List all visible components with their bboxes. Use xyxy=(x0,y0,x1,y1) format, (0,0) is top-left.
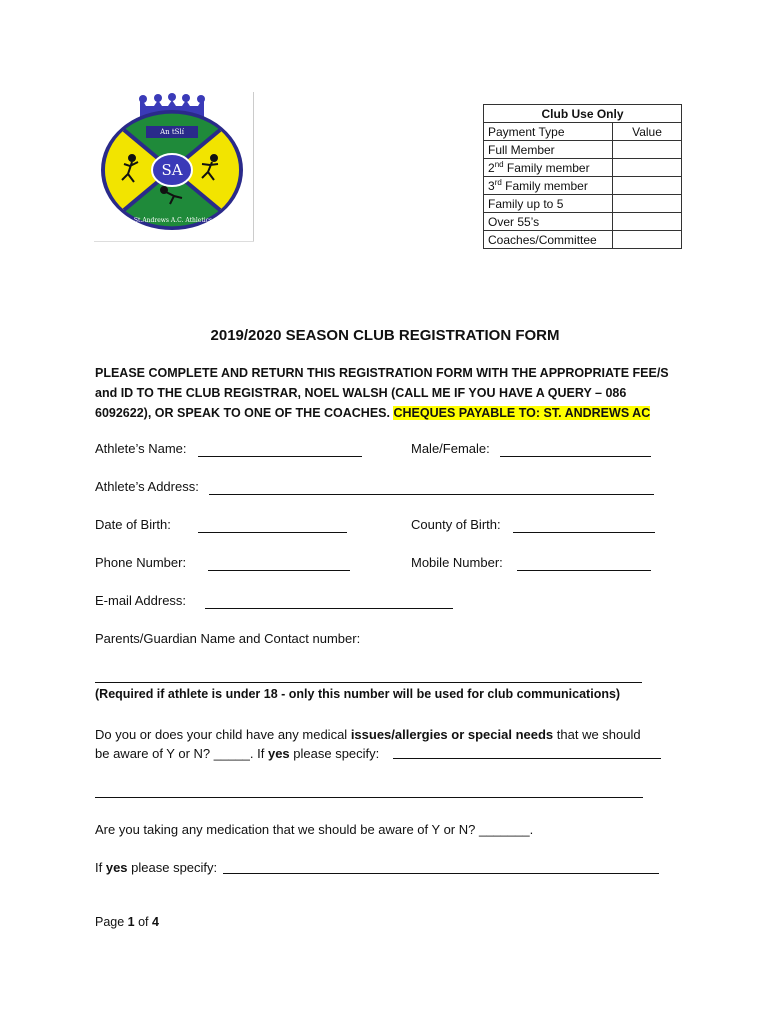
instructions-text: PLEASE COMPLETE AND RETURN THIS REGISTRATION FORM WITH THE APPROPRIATE FEE/S and ID TO THE CLUB REGISTRAR, NOEL WALSH (CALL ME IF YOU HAVE A QUERY – 086 6092622), OR SPEAK TO ONE OF THE COACHES. xyxy=(95,366,669,420)
value-cell[interactable] xyxy=(613,195,682,213)
gender-field[interactable] xyxy=(500,456,651,457)
club-use-table xyxy=(483,104,682,249)
row-label: 3 xyxy=(488,179,495,193)
value-cell[interactable] xyxy=(613,159,682,177)
table-row xyxy=(484,213,682,231)
yes-emphasis: yes xyxy=(105,860,128,875)
table-row xyxy=(484,177,682,195)
phone-field[interactable] xyxy=(208,570,350,571)
guardian-field[interactable] xyxy=(95,682,642,683)
phone-label: Phone Number: xyxy=(95,555,187,570)
col-payment-type: Payment Type xyxy=(484,123,613,141)
table-row xyxy=(484,159,682,177)
page-total: 4 xyxy=(152,915,159,929)
row-label: Full Member xyxy=(488,142,555,157)
medication-question: Are you taking any medication that we should be aware of Y or N? _______. xyxy=(95,822,534,837)
specify-text: please specify: xyxy=(127,860,218,875)
address-field[interactable] xyxy=(209,494,654,495)
row-sup: nd xyxy=(494,160,504,169)
county-label: County of Birth: xyxy=(411,517,501,532)
mobile-label: Mobile Number: xyxy=(411,555,503,570)
email-label: E-mail Address: xyxy=(95,593,187,608)
row-label: Over 55’s xyxy=(488,214,540,229)
mobile-field[interactable] xyxy=(517,570,651,571)
logo-banner-text: An tSlí xyxy=(160,128,184,136)
logo-frame-bottom xyxy=(94,241,254,242)
logo-center-text: SA xyxy=(161,161,183,179)
yes-emphasis: yes xyxy=(267,746,290,761)
club-logo xyxy=(94,92,254,242)
col-value: Value xyxy=(613,123,682,141)
table-row xyxy=(484,195,682,213)
page-indicator xyxy=(95,915,159,929)
row-label-rest: Family member xyxy=(501,179,588,193)
required-note: (Required if athlete is under 18 - only this number will be used for club communications) xyxy=(95,687,621,701)
medical-text: that we should xyxy=(553,727,641,742)
specify-field[interactable] xyxy=(223,873,659,874)
value-cell[interactable] xyxy=(613,141,682,159)
specify-label xyxy=(95,858,217,877)
medical-text: be aware of Y or N? _____. If xyxy=(95,746,268,761)
cheques-payable-note: CHEQUES PAYABLE TO: ST. ANDREWS AC xyxy=(393,406,651,420)
logo-frame-edge xyxy=(253,92,254,242)
row-label: 2 xyxy=(488,161,495,175)
guardian-label: Parents/Guardian Name and Contact number: xyxy=(95,631,361,646)
medical-text: Do you or does your child have any medical xyxy=(95,727,351,742)
email-field[interactable] xyxy=(205,608,453,609)
page-number: 1 xyxy=(127,915,135,929)
of-word: of xyxy=(134,915,152,929)
medical-emphasis: issues/allergies or special needs xyxy=(350,727,554,742)
page-word: Page xyxy=(95,915,128,929)
row-sup: rd xyxy=(494,178,502,187)
row-label: Family up to 5 xyxy=(488,196,564,211)
value-cell[interactable] xyxy=(613,231,682,249)
address-label: Athlete’s Address: xyxy=(95,479,199,494)
logo-ring-text: St.Andrews A.C. Athletics xyxy=(133,217,213,224)
value-cell[interactable] xyxy=(613,177,682,195)
athlete-name-field[interactable] xyxy=(198,456,362,457)
table-row xyxy=(484,141,682,159)
row-label: Coaches/Committee xyxy=(488,232,597,247)
medical-text: please specify: xyxy=(289,746,380,761)
specify-text: If xyxy=(95,860,106,875)
dob-label: Date of Birth: xyxy=(95,517,171,532)
dob-field[interactable] xyxy=(198,532,347,533)
value-cell[interactable] xyxy=(613,213,682,231)
gender-label: Male/Female: xyxy=(411,441,490,456)
county-field[interactable] xyxy=(513,532,655,533)
instructions xyxy=(95,363,675,423)
row-label-rest: Family member xyxy=(503,161,590,175)
form-title: 2019/2020 SEASON CLUB REGISTRATION FORM xyxy=(210,327,560,344)
medical-specify-field[interactable] xyxy=(393,758,661,759)
athlete-name-label: Athlete’s Name: xyxy=(95,441,187,456)
table-row xyxy=(484,231,682,249)
medical-extra-field[interactable] xyxy=(95,797,643,798)
club-use-title: Club Use Only xyxy=(484,105,682,123)
